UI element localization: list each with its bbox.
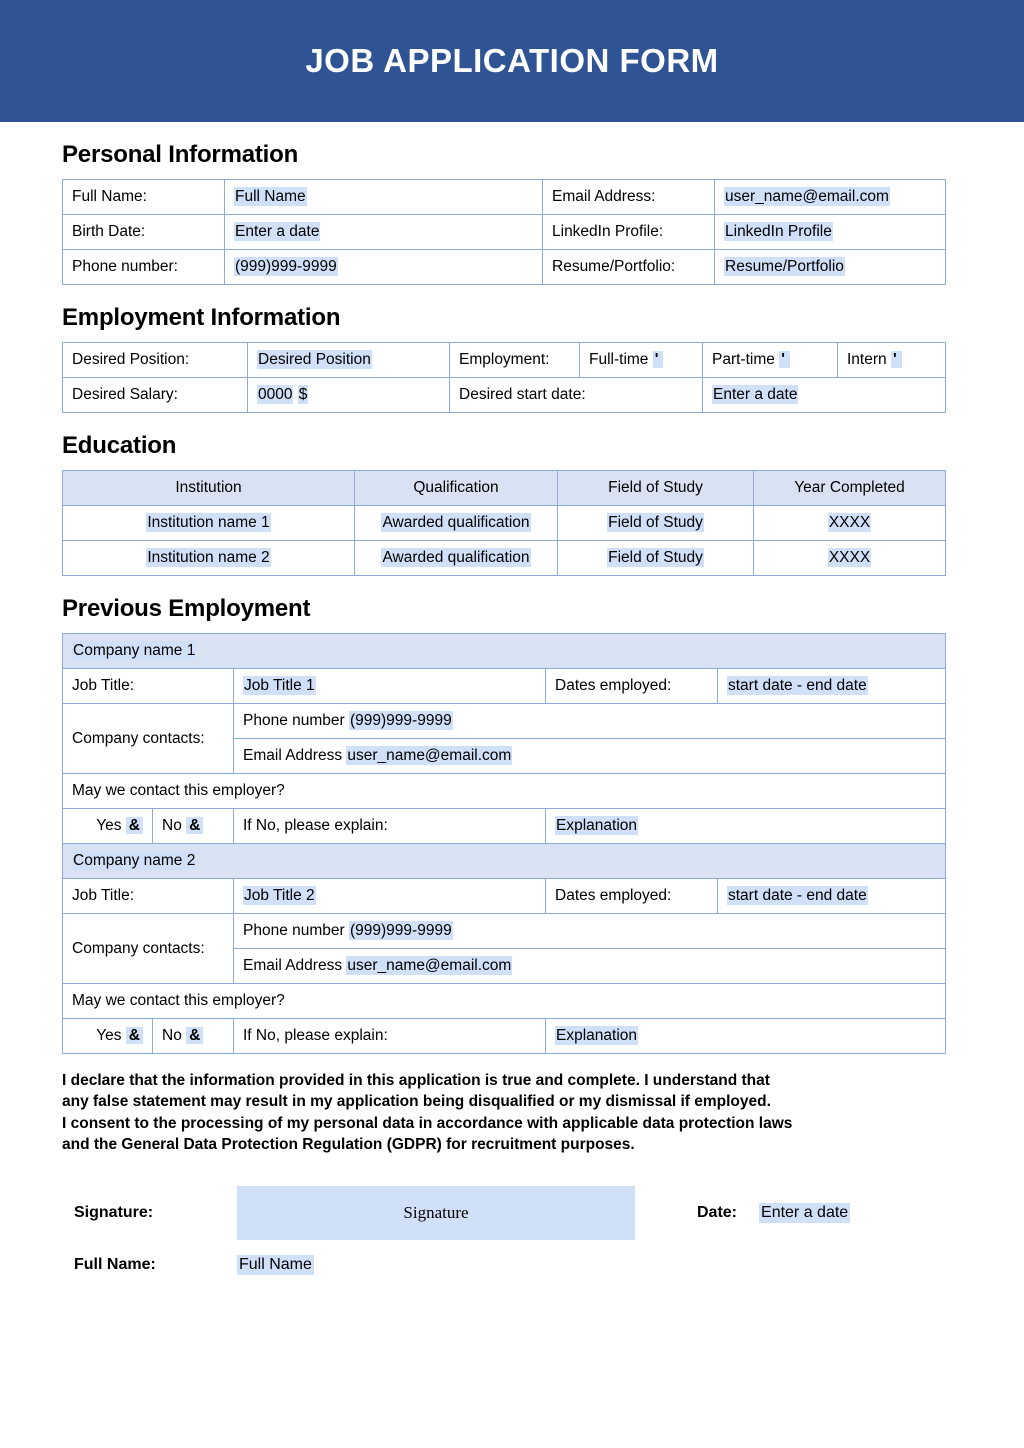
- full-name-label: Full Name:: [63, 180, 225, 215]
- desired-salary-currency: $: [298, 386, 308, 404]
- desired-salary-field[interactable]: [248, 378, 450, 413]
- desired-salary-value: 0000: [258, 386, 293, 404]
- education-field-of-study-cell[interactable]: [558, 506, 754, 541]
- company-phone-field[interactable]: [234, 914, 946, 949]
- education-qualification-cell[interactable]: [355, 506, 558, 541]
- desired-start-date-value: Enter a date: [713, 386, 798, 404]
- company-contacts-label: Company contacts:: [63, 704, 234, 774]
- education-field-of-study-value: Field of Study: [608, 514, 703, 532]
- checkbox-icon[interactable]: &: [126, 817, 143, 834]
- dates-employed-field[interactable]: [718, 669, 946, 704]
- contact-employer-question: May we contact this employer?: [63, 774, 946, 809]
- desired-position-field[interactable]: [248, 343, 450, 378]
- job-title-field[interactable]: [234, 879, 546, 914]
- education-year-completed-cell[interactable]: [754, 506, 946, 541]
- linkedin-profile-field[interactable]: [715, 215, 946, 250]
- company-email-prefix: Email Address: [243, 747, 343, 765]
- employment-option-intern-label: Intern: [847, 351, 887, 369]
- company-name-cell[interactable]: [63, 634, 946, 669]
- dates-employed-field[interactable]: [718, 879, 946, 914]
- resume-portfolio-value: Resume/Portfolio: [725, 258, 844, 276]
- dates-employed-value: start date - end date: [728, 887, 867, 905]
- contact-employer-yes-option[interactable]: [63, 809, 153, 844]
- job-title-field[interactable]: [234, 669, 546, 704]
- phone-number-value: (999)999-9999: [235, 258, 337, 276]
- checkbox-icon[interactable]: &: [186, 817, 203, 834]
- table-row: [63, 1019, 946, 1054]
- signature-block: [62, 1186, 962, 1296]
- education-qualification-cell[interactable]: [355, 541, 558, 576]
- table-row: [63, 809, 946, 844]
- signature-label: Signature:: [74, 1203, 154, 1221]
- signature-row: [62, 1186, 962, 1240]
- table-row: [63, 984, 946, 1019]
- education-year-completed-value: XXXX: [828, 514, 871, 532]
- personal-information-table: [62, 179, 946, 285]
- job-title-value: Job Title 1: [244, 677, 315, 695]
- linkedin-profile-label: LinkedIn Profile:: [543, 215, 715, 250]
- company-contacts-label: Company contacts:: [63, 914, 234, 984]
- phone-number-field[interactable]: [225, 250, 543, 285]
- section-heading-employment-information: Employment Information: [62, 304, 341, 331]
- birth-date-field[interactable]: [225, 215, 543, 250]
- birth-date-value: Enter a date: [235, 223, 320, 241]
- contact-employer-no-option[interactable]: [153, 809, 234, 844]
- table-row: [63, 774, 946, 809]
- page-header-banner: [0, 0, 1024, 122]
- education-qualification-value: Awarded qualification: [382, 549, 530, 567]
- contact-employer-yes-option[interactable]: [63, 1019, 153, 1054]
- employment-option-part-time[interactable]: [703, 343, 838, 378]
- job-title-label: Job Title:: [63, 879, 234, 914]
- declaration-line-4: and the General Data Protection Regulation (GDPR) for recruitment purposes.: [62, 1136, 635, 1154]
- page-title: JOB APPLICATION FORM: [305, 42, 719, 79]
- company-name-value: Company name 2: [73, 852, 196, 870]
- table-row: [63, 378, 946, 413]
- checkbox-icon[interactable]: ': [891, 351, 902, 368]
- date-field[interactable]: Enter a date: [761, 1203, 849, 1221]
- contact-employer-question: May we contact this employer?: [63, 984, 946, 1019]
- company-email-prefix: Email Address: [243, 957, 343, 975]
- dates-employed-value: start date - end date: [728, 677, 867, 695]
- declaration-text: [62, 1070, 967, 1156]
- desired-salary-label: Desired Salary:: [63, 378, 248, 413]
- if-no-explain-label: If No, please explain:: [234, 1019, 546, 1054]
- if-no-explain-label: If No, please explain:: [234, 809, 546, 844]
- resume-portfolio-field[interactable]: [715, 250, 946, 285]
- table-row: [63, 343, 946, 378]
- table-row: [63, 844, 946, 879]
- declaration-line-1: I declare that the information provided in this application is true and complete. I understand that: [62, 1072, 770, 1089]
- education-field-of-study-value: Field of Study: [608, 549, 703, 567]
- education-institution-value: Institution name 1: [147, 514, 270, 532]
- company-email-value: user_name@email.com: [347, 957, 512, 975]
- checkbox-icon[interactable]: ': [779, 351, 790, 368]
- education-table: [62, 470, 946, 576]
- company-email-value: user_name@email.com: [347, 747, 512, 765]
- checkbox-icon[interactable]: ': [653, 351, 664, 368]
- previous-employment-table: [62, 633, 946, 1054]
- dates-employed-label: Dates employed:: [546, 669, 718, 704]
- email-address-field[interactable]: [715, 180, 946, 215]
- company-email-field[interactable]: [234, 949, 946, 984]
- education-year-completed-cell[interactable]: [754, 541, 946, 576]
- education-column-qualification: Qualification: [355, 471, 558, 506]
- education-qualification-value: Awarded qualification: [382, 514, 530, 532]
- company-name-cell[interactable]: [63, 844, 946, 879]
- declaration-line-2: any false statement may result in my application being disqualified or my dismissal if employed.: [62, 1093, 771, 1111]
- education-year-completed-value: XXXX: [828, 549, 871, 567]
- table-header-row: [63, 471, 946, 506]
- table-row: [63, 215, 946, 250]
- date-label: Date:: [697, 1203, 738, 1221]
- table-row: [63, 634, 946, 669]
- education-institution-value: Institution name 2: [147, 549, 270, 567]
- company-phone-field[interactable]: [234, 704, 946, 739]
- company-email-field[interactable]: [234, 739, 946, 774]
- job-title-value: Job Title 2: [244, 887, 315, 905]
- table-row: [63, 180, 946, 215]
- company-name-value: Company name 1: [73, 642, 196, 660]
- employment-option-full-time[interactable]: [580, 343, 703, 378]
- table-row: [63, 704, 946, 739]
- education-institution-cell[interactable]: [63, 541, 355, 576]
- table-row: [63, 506, 946, 541]
- checkbox-icon[interactable]: &: [126, 1027, 143, 1044]
- company-phone-value: (999)999-9999: [350, 712, 452, 730]
- resume-portfolio-label: Resume/Portfolio:: [543, 250, 715, 285]
- phone-number-label: Phone number:: [63, 250, 225, 285]
- education-column-field-of-study: Field of Study: [558, 471, 754, 506]
- full-name-row: [62, 1240, 962, 1290]
- signature-field[interactable]: [237, 1186, 635, 1240]
- full-name-field[interactable]: [225, 180, 543, 215]
- signature-value: Signature: [403, 1202, 469, 1222]
- company-phone-value: (999)999-9999: [350, 922, 452, 940]
- table-row: [63, 914, 946, 949]
- section-heading-education: Education: [62, 432, 177, 459]
- employment-type-label: Employment:: [450, 343, 580, 378]
- dates-employed-label: Dates employed:: [546, 879, 718, 914]
- explanation-field[interactable]: [546, 1019, 946, 1054]
- table-row: [63, 879, 946, 914]
- birth-date-label: Birth Date:: [63, 215, 225, 250]
- employment-option-intern[interactable]: [838, 343, 946, 378]
- signature-full-name-label: Full Name:: [74, 1255, 156, 1273]
- linkedin-profile-value: LinkedIn Profile: [725, 223, 832, 241]
- education-institution-cell[interactable]: [63, 506, 355, 541]
- desired-start-date-label: Desired start date:: [450, 378, 703, 413]
- explanation-field[interactable]: [546, 809, 946, 844]
- section-heading-previous-employment: Previous Employment: [62, 595, 311, 622]
- contact-employer-no-label: No: [162, 1027, 182, 1045]
- employment-option-full-time-label: Full-time: [589, 351, 649, 369]
- contact-employer-no-label: No: [162, 817, 182, 835]
- desired-position-label: Desired Position:: [63, 343, 248, 378]
- company-phone-prefix: Phone number: [243, 922, 345, 940]
- explanation-value: Explanation: [556, 1027, 638, 1045]
- full-name-value: Full Name: [235, 188, 306, 206]
- email-address-label: Email Address:: [543, 180, 715, 215]
- table-row: [63, 541, 946, 576]
- education-column-year-completed: Year Completed: [754, 471, 946, 506]
- checkbox-icon[interactable]: &: [186, 1027, 203, 1044]
- job-title-label: Job Title:: [63, 669, 234, 704]
- table-row: [63, 669, 946, 704]
- contact-employer-yes-label: Yes: [96, 1027, 122, 1045]
- company-phone-prefix: Phone number: [243, 712, 345, 730]
- email-address-value: user_name@email.com: [725, 188, 889, 206]
- education-field-of-study-cell[interactable]: [558, 541, 754, 576]
- contact-employer-yes-label: Yes: [96, 817, 122, 835]
- declaration-line-3: I consent to the processing of my personal data in accordance with applicable data protection laws: [62, 1114, 793, 1132]
- form-body: [0, 141, 1024, 1296]
- education-column-institution: Institution: [63, 471, 355, 506]
- signature-full-name-field[interactable]: Full Name: [239, 1255, 312, 1273]
- desired-start-date-field[interactable]: [703, 378, 946, 413]
- employment-option-part-time-label: Part-time: [712, 351, 775, 369]
- desired-position-value: Desired Position: [258, 351, 371, 369]
- section-heading-personal-information: Personal Information: [62, 141, 299, 168]
- contact-employer-no-option[interactable]: [153, 1019, 234, 1054]
- employment-information-table: [62, 342, 946, 413]
- table-row: [63, 250, 946, 285]
- explanation-value: Explanation: [556, 817, 638, 835]
